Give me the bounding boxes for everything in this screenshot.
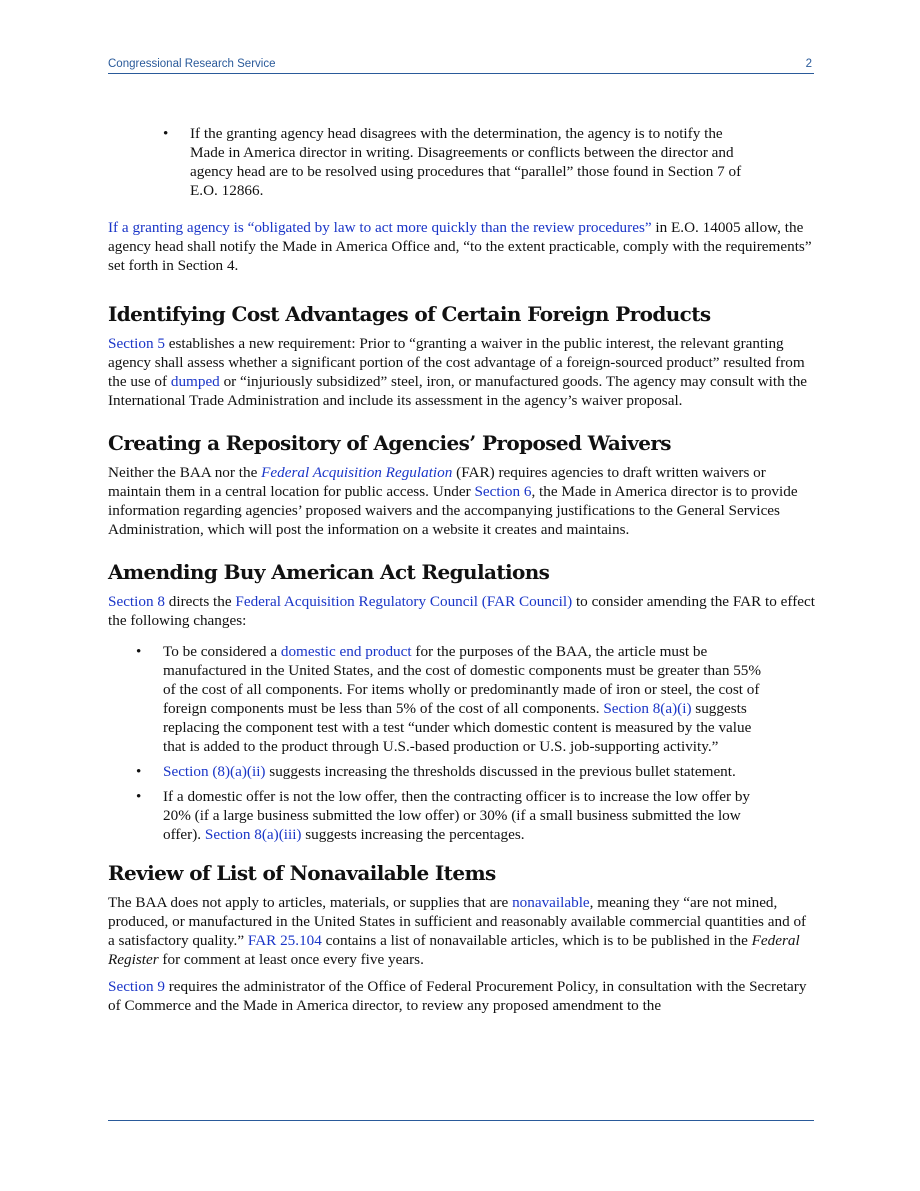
document-body [108,124,816,1015]
header-source: Congressional Research Service [108,58,276,70]
link-section-8[interactable]: Section 8 [108,593,165,610]
federal-register-title: Federal Register [108,932,800,968]
link-obligated-by-law[interactable]: If a granting agency is “obligated by law to act more quickly than the review procedures” [108,219,652,236]
bullet-list-1 [163,124,750,200]
paragraph-section-5: Section 5 establishes a new requirement: Prior to “granting a waiver in the public interest, the relevant granting agency shall assess whether a significant portion of the cost advantage of a foreign-sourced product” resulted from the use of dumped or “injuriously subsidized” steel, iron, or manufactured goods. The agency may consult with the International Trade Administration and include its assessment in the agency’s waiver proposal. [108,335,808,409]
page-number: 2 [805,58,812,70]
bullet-icon: • [136,763,142,780]
link-far[interactable]: Federal Acquisition Regulation [261,464,453,481]
link-section-8aii[interactable]: Section (8)(a)(ii) [163,763,266,780]
heading-repository: Creating a Repository of Agencies’ Proposed Waivers [108,431,671,455]
heading-amending-baa: Amending Buy American Act Regulations [108,560,550,584]
link-far-25-104[interactable]: FAR 25.104 [247,932,322,949]
list-item: • If a domestic offer is not the low offer, then the contracting officer is to increase the low offer by 20% (if a large business submitted the low offer) or 30% (if a small business submitted the low offer). Section 8(a)(iii) suggests increasing the percentages. [136,788,751,843]
page-header [108,56,814,74]
heading-nonavailable: Review of List of Nonavailable Items [108,861,496,885]
paragraph-nonavailable: The BAA does not apply to articles, materials, or supplies that are nonavailable, meaning they “are not mined, produced, or manufactured in the United States in sufficient and reasonably available commercial quantities and of a satisfactory quality.” FAR 25.104 contains a list of nonavailable articles, which is to be published in the Federal Register for comment at least once every five years. [108,894,807,968]
list-item: • To be considered a domestic end product for the purposes of the BAA, the article must be manufactured in the United States, and the cost of domestic components must be greater than 55% of the cost of all components. For items wholly or predominantly made of iron or steel, the cost of foreign components must be less than 5% of the cost of all components. Section 8(a)(i) suggests replacing the component test with a test “under which domestic content is measured by the value that is added to the product through U.S.-based production or U.S. job-supporting activity.” [136,643,762,755]
link-nonavailable[interactable]: nonavailable [512,894,590,911]
link-dumped[interactable]: dumped [170,373,220,390]
paragraph-section-9: Section 9 requires the administrator of the Office of Federal Procurement Policy, in consultation with the Secretary of Commerce and the Made in America director, to review any proposed amendment to the [108,978,807,1014]
bullet-icon: • [163,125,169,142]
link-section-6[interactable]: Section 6 [474,483,532,500]
footer-rule [108,1120,814,1121]
list-item: • If the granting agency head disagrees with the determination, the agency is to notify the Made in America director in writing. Disagreements or conflicts between the director and agency head are to be resolved using procedures that “parallel” those found in Section 7 of E.O. 12866. [163,125,742,199]
link-section-8ai[interactable]: Section 8(a)(i) [603,700,692,717]
paragraph-granting-agency: If a granting agency is “obligated by law to act more quickly than the review procedures” in E.O. 14005 allow, the agency head shall notify the Made in America Office and, “to the extent practicable, comply with the requirements” set forth in Section 4. [108,219,812,274]
link-domestic-end-product[interactable]: domestic end product [280,643,412,660]
link-far-council[interactable]: Federal Acquisition Regulatory Council (FAR Council) [235,593,573,610]
paragraph-section-6: Neither the BAA nor the Federal Acquisition Regulation (FAR) requires agencies to draft written waivers or maintain them in a central location for public access. Under Section 6, the Made in America director is to provide information regarding agencies’ proposed waivers and the accompanying justifications to the General Services Administration, which will post the information on a website it creates and maintains. [108,464,798,538]
link-section-9[interactable]: Section 9 [108,978,165,995]
paragraph-section-8: Section 8 directs the Federal Acquisition Regulatory Council (FAR Council) to consider amending the FAR to effect the following changes: [108,593,815,629]
heading-cost-advantages: Identifying Cost Advantages of Certain Foreign Products [108,302,711,326]
bullet-list-2 [136,642,763,844]
link-section-5[interactable]: Section 5 [108,335,165,352]
link-section-8aiii[interactable]: Section 8(a)(iii) [204,826,302,843]
list-item: • Section (8)(a)(ii) suggests increasing the thresholds discussed in the previous bullet statement. [136,763,736,780]
bullet-icon: • [136,788,142,805]
bullet-icon: • [136,643,142,660]
